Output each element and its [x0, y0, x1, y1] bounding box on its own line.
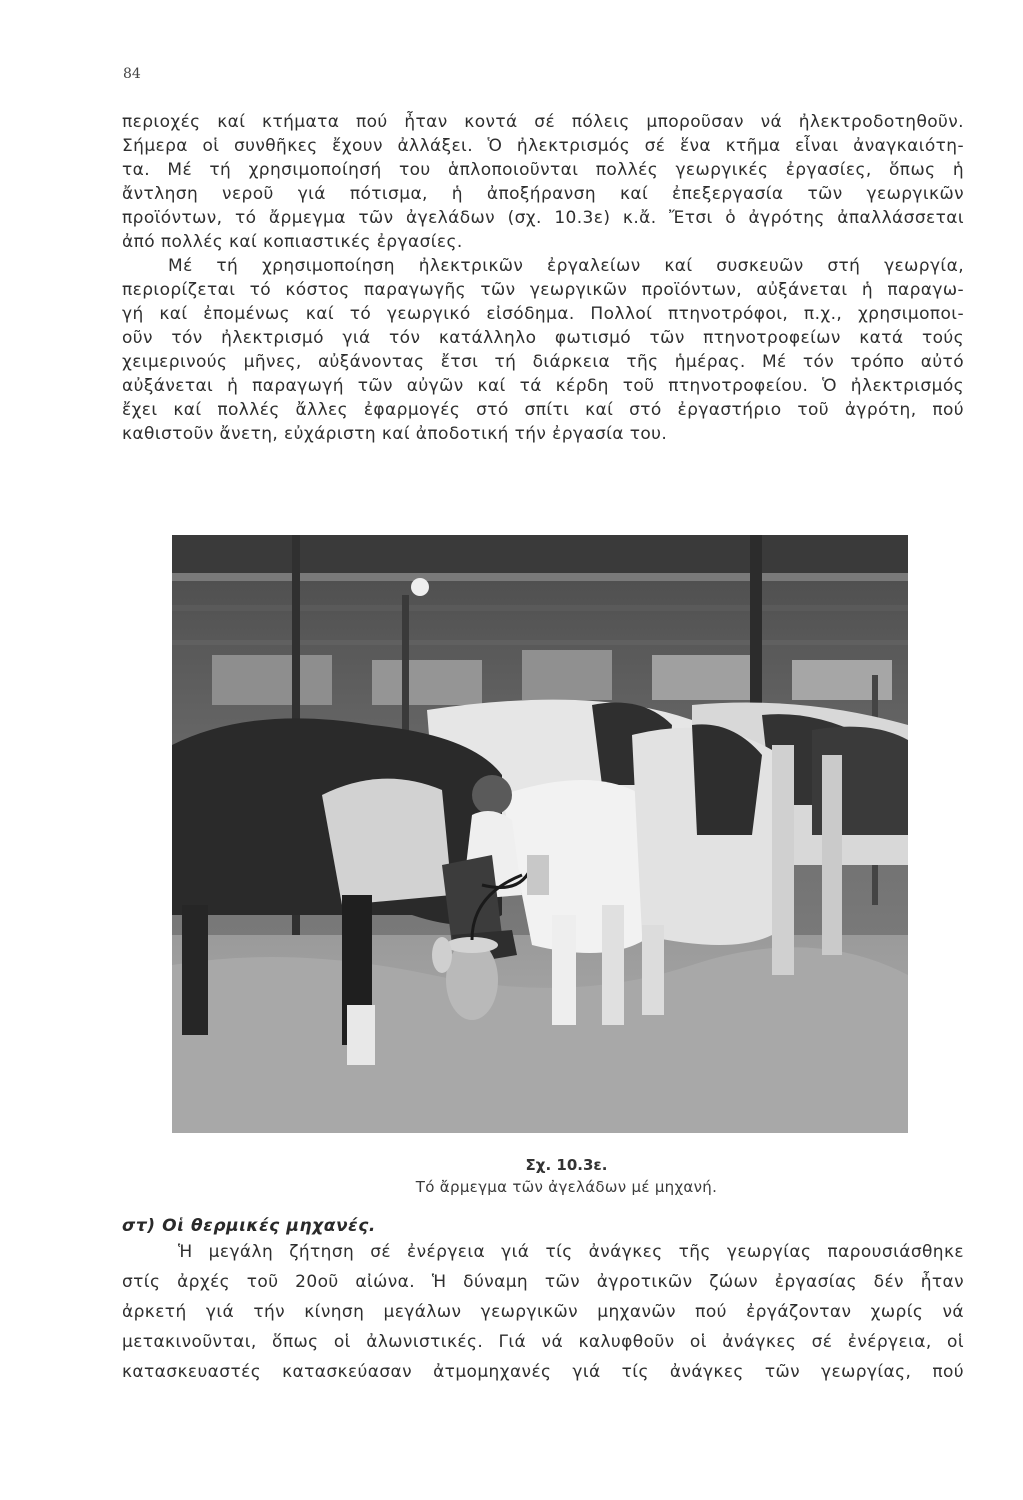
text-line: κατασκευαστές κατασκεύασαν ἀτμομηχανές γιά τίς ἀνάγκες τῶν γεωργίας, πού: [122, 1362, 964, 1382]
text-line: Μέ τή χρησιμοποίηση ἠλεκτρικῶν ἐργαλείων καί συσκευῶν στή γεωργία,: [168, 256, 964, 276]
section-heading: στ) Οἱ θερμικές μηχανές.: [122, 1216, 376, 1236]
text-line: αὐξάνεται ἡ παραγωγή τῶν αὐγῶν καί τά κέρδη τοῦ πτηνοτροφείου. Ὁ ἠλεκτρισμός: [122, 376, 964, 396]
text-line: ἔχει καί πολλές ἄλλες ἐφαρμογές στό σπίτι καί στό ἐργαστήριο τοῦ ἀγρότη, πού: [122, 400, 964, 420]
text-line: χειμερινούς μῆνες, αὐξάνοντας ἔτσι τή διάρκεια τῆς ἡμέρας. Μέ τόν τρόπο αὐτό: [122, 352, 964, 372]
text-line: ἀπό πολλές καί κοπιαστικές ἐργασίες.: [122, 232, 463, 252]
text-line: στίς ἀρχές τοῦ 20οῦ αἰώνα. Ἡ δύναμη τῶν ἀγροτικῶν ζώων ἐργασίας δέν ἦταν: [122, 1272, 964, 1292]
page-number: 84: [123, 66, 141, 82]
text-line: Ἡ μεγάλη ζήτηση σέ ἐνέργεια γιά τίς ἀνάγκες τῆς γεωργίας παρουσιάσθηκε: [178, 1242, 964, 1262]
text-line: περιορίζεται τό κόστος παραγωγῆς τῶν γεωργικῶν προϊόντων, αὐξάνεται ἡ παραγω-: [122, 280, 964, 300]
text-line: γή καί ἐπομένως καί τό γεωργικό εἰσόδημα. Πολλοί πτηνοτρόφοι, π.χ., χρησιμοποι-: [122, 304, 964, 324]
figure-caption: Τό ἄρμεγμα τῶν ἀγελάδων μέ μηχανή.: [415, 1178, 718, 1196]
milking-photo: [172, 535, 908, 1133]
figure-number: Σχ. 10.3ε.: [525, 1156, 608, 1174]
text-line: προϊόντων, τό ἄρμεγμα τῶν ἀγελάδων (σχ. 10.3ε) κ.ἄ. Ἔτσι ὁ ἀγρότης ἀπαλλάσσεται: [122, 208, 964, 228]
text-line: περιοχές καί κτήματα πού ἦταν κοντά σέ πόλεις μποροῦσαν νά ἠλεκτροδοτηθοῦν.: [122, 112, 964, 132]
text-line: μετακινοῦνται, ὅπως οἱ ἀλωνιστικές. Γιά νά καλυφθοῦν οἱ ἀνάγκες σέ ἐνέργεια, οἱ: [122, 1332, 964, 1352]
text-line: ἄντληση νεροῦ γιά πότισμα, ἡ ἀποξήρανση καί ἐπεξεργασία τῶν γεωργικῶν: [122, 184, 964, 204]
text-line: Σήμερα οἱ συνθῆκες ἔχουν ἀλλάξει. Ὁ ἠλεκτρισμός σέ ἕνα κτῆμα εἶναι ἀναγκαιότη-: [122, 136, 964, 156]
text-line: καθιστοῦν ἄνετη, εὐχάριστη καί ἀποδοτική τήν ἐργασία του.: [122, 424, 668, 444]
text-line: ἀρκετή γιά τήν κίνηση μεγάλων γεωργικῶν μηχανῶν πού ἐργάζονταν χωρίς νά: [122, 1302, 964, 1322]
text-line: τα. Μέ τή χρησιμοποίησή του ἁπλοποιοῦνται πολλές γεωργικές ἐργασίες, ὅπως ἡ: [122, 160, 964, 180]
text-line: οῦν τόν ἠλεκτρισμό γιά τόν κατάλληλο φωτισμό τῶν πτηνοτροφείων κατά τούς: [122, 328, 964, 348]
